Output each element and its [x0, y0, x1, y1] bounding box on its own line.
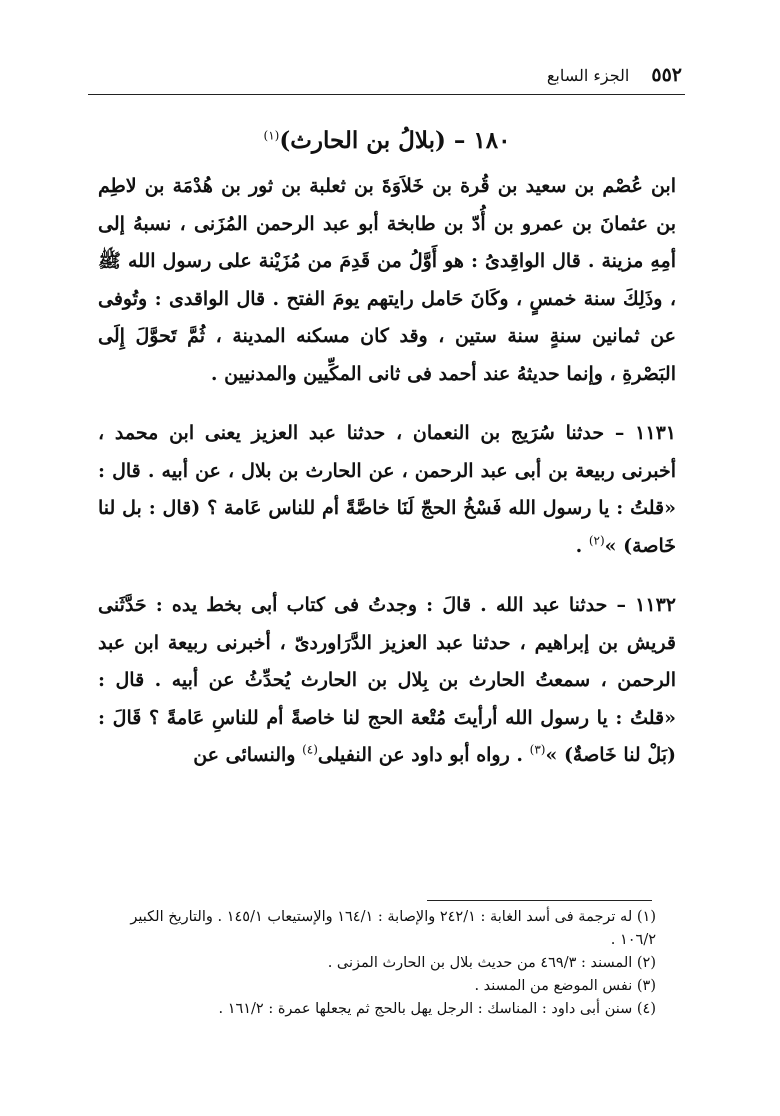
footnote-2: (٢) المسند : ٤٦٩/٣ من حديث بلال بن الحارث المزنى .: [327, 955, 656, 971]
biography-paragraph: ابن عُصْم بن سعيد بن قُرة بن خَلاَوَةَ بن ثعلبة بن ثور بن هُدْمَة بن لاطِم بن عثمانَ بن عمرو بن أُدّ بن طابخة أبو عبد الرحمن المُزَنى ، نسبهُ إلى أمِهِ مزينة . قال الواقِدىُ : هو أَوَّلُ من قَدِمَ من مُزَيْنة على رسول الله ﷺ ، وذَلِكَ سنة خمسٍ ، وكَانَ حَامل رايتهم يومَ الفتح . قال الواقدى : وتُوفى عن ثمانين سنةٍ سنة ستين ، وقد كان مسكنه المدينة ، ثُمَّ تَحوَّلَ إِلَى البَصْرةِ ، وإنما حديثهُ عند أحمد فى ثانى المكِّيين والمدنيين .: [98, 175, 676, 385]
footnote-ref: (٤): [302, 742, 318, 757]
hadith-1132-text: ١١٣٢ – حدثنا عبد الله . قالَ : وجدتُ فى كتاب أبى بخط يده : حَدَّثَنى قريش بن إبراهيم ، حدثنا عبد العزيز الدَّرَاوردىّ ، أخبرنى ربيعة ابن عبد الرحمن ، سمعتُ الحارث بن بِلال بن الحارث يُحدِّثُ عن أبيه . قال : «قلتُ : يا رسول الله أرأيتَ مُتْعة الحج لنا خاصةً أم للناسِ عَامةً ؟ قَالَ : (بَلْ لنا خَاصةٌ) »: [98, 594, 676, 766]
footnote-4: (٤) سنن أبى داود : المناسك : الرجل يهل بالحج ثم يجعلها عمرة : ١٦١/٢ .: [218, 1001, 656, 1017]
header-rule: [88, 94, 685, 95]
footnote-1: (١) له ترجمة فى أسد الغابة : ٢٤٢/١ والإصابة : ١٦٤/١ والإستيعاب ١٤٥/١ . والتاريخ الكبير ١٠٦/٢ .: [130, 909, 656, 948]
hadith-1132-text-2: . رواه أبو داود عن النفيلى: [317, 744, 530, 766]
hadith-1132-tail: والنسائى عن: [193, 744, 303, 766]
footnote-ref: (٣): [529, 742, 546, 757]
entry-title: [98, 118, 676, 164]
footnote-ref: (١): [263, 128, 280, 143]
footnote-rule: [427, 900, 652, 901]
main-text: [98, 118, 676, 775]
entry-title-text: ١٨٠ – (بلالُ بن الحارث): [279, 127, 511, 154]
hadith-1131-tail: .: [575, 534, 589, 557]
footnote-3: (٣) نفس الموضع من المسند .: [474, 978, 656, 994]
volume-label: الجزء السابع: [546, 66, 630, 85]
hadith-1131-text: ١١٣١ – حدثنا سُرَيج بن النعمان ، حدثنا عبد العزيز يعنى ابن محمد ، أخبرنى ربيعة بن أبى عبد الرحمن ، عن الحارث بن بلال ، عن أبيه . قال : «قلتُ : يا رسول الله فَسْخُ الحجّ لَنَا خاصَّةً أم للناس عَامة ؟ (قال : بل لنا خَاصة) »: [98, 422, 676, 557]
hadith-1131: [98, 415, 676, 565]
running-header: [92, 64, 682, 94]
hadith-1132: [98, 587, 676, 775]
footnotes: [100, 906, 662, 1021]
footnote-ref: (٢): [588, 533, 605, 548]
page-number: ٥٥٢: [651, 64, 682, 86]
